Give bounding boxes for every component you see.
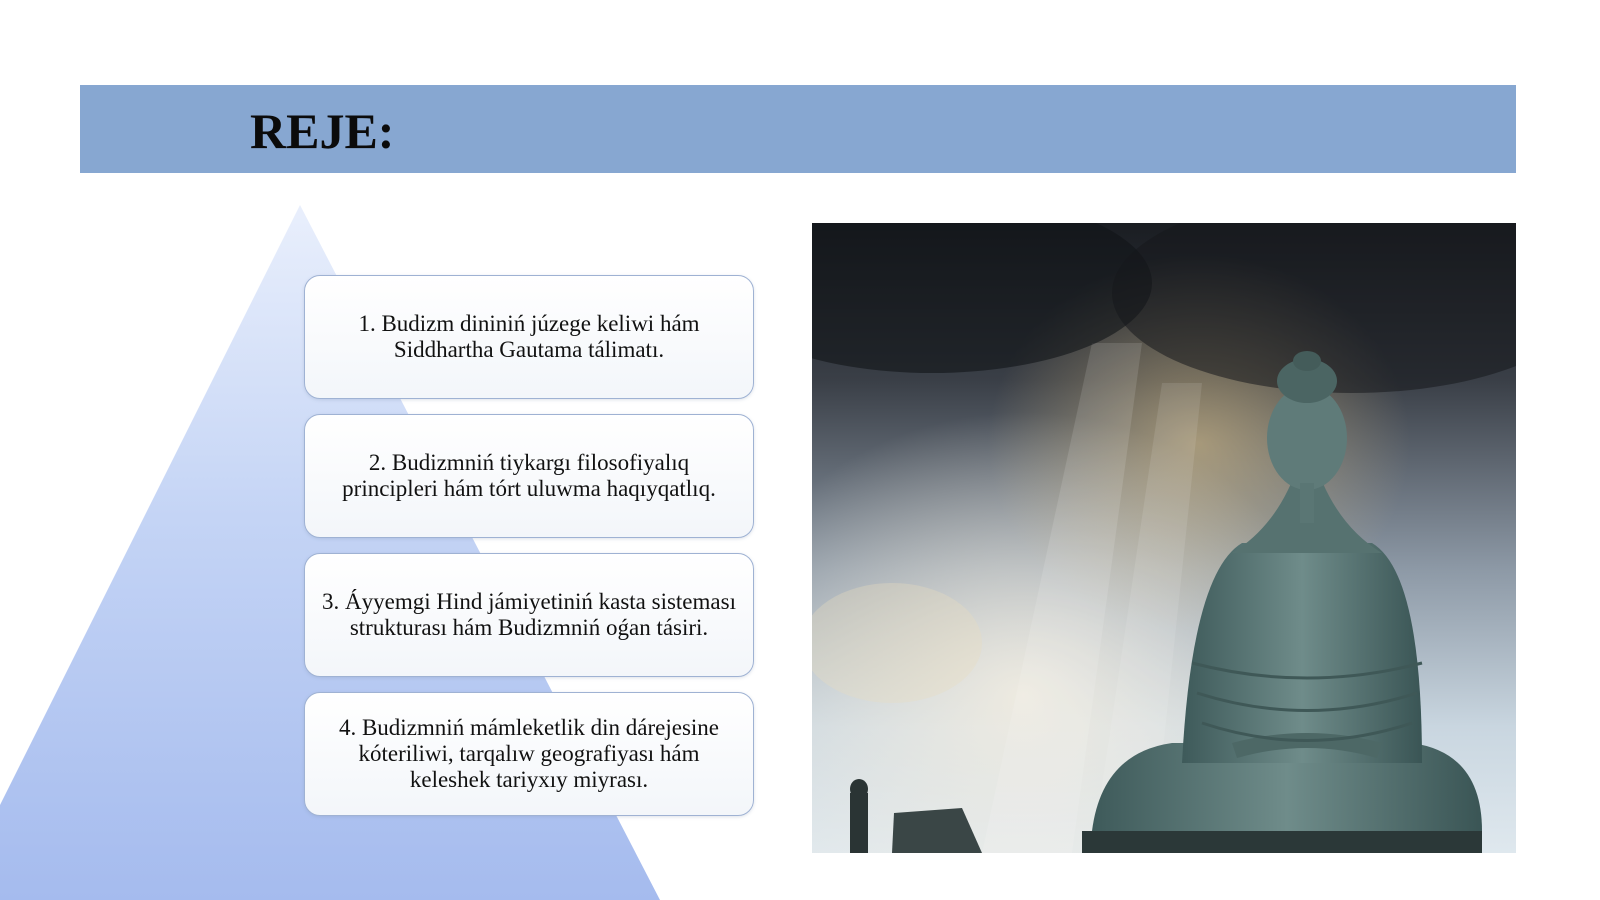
plan-item-4: 4. Budizmniń mámleketlik din dárejesine kóteriliwi, tarqalıw geografiyası hám keleshek tariyxıy miyrası. bbox=[304, 692, 754, 816]
slide-title: REJE: bbox=[250, 103, 395, 159]
plan-item-1: 1. Budizm dininiń júzege keliwi hám Siddhartha Gautama tálimatı. bbox=[304, 275, 754, 399]
plan-item-3: 3. Áyyemgi Hind jámiyetiniń kasta sisteması strukturası hám Budizmniń oǵan tásiri. bbox=[304, 553, 754, 677]
title-bar bbox=[80, 85, 1516, 173]
plan-item-2: 2. Budizmniń tiykargı filosofiyalıq principleri hám tórt uluwma haqıyqatlıq. bbox=[304, 414, 754, 538]
buddha-statue-image bbox=[812, 223, 1516, 853]
plan-list bbox=[304, 275, 754, 831]
